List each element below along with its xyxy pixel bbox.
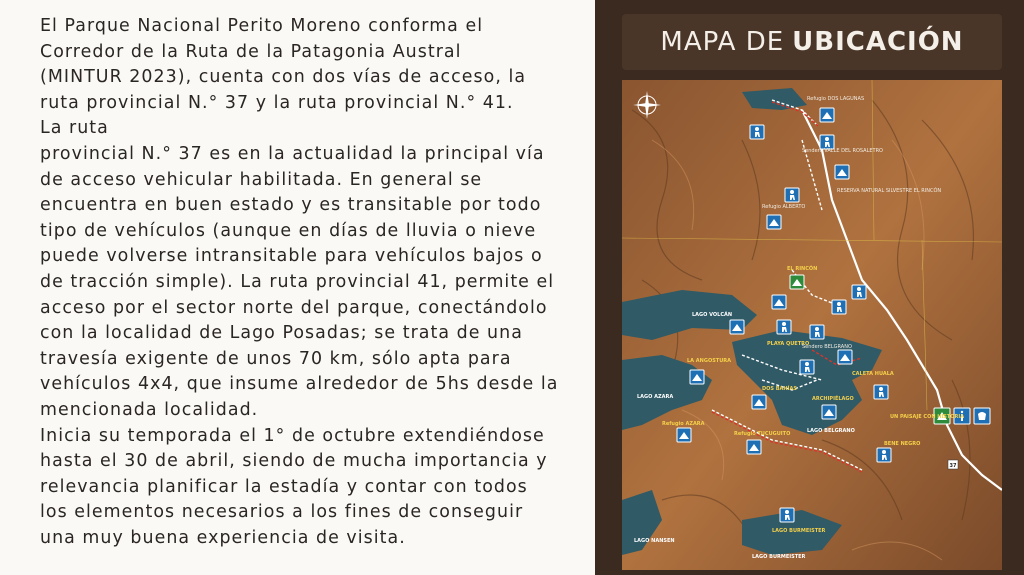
text-line: Corredor de la Ruta de la Patagonia Austral [40, 41, 462, 62]
text-line: vehículos 4x4, que insume alrededor de 5hs desde la [40, 374, 559, 395]
hiker-icon [874, 385, 888, 399]
map-title-light: MAPA DE [660, 27, 785, 57]
text-line: con la localidad de Lago Posadas; se trata de una [40, 323, 523, 344]
hiker-icon [832, 300, 846, 314]
text-line: acceso por el sector norte del parque, conectándolo [40, 297, 548, 318]
label-reserva: RESERVA NATURAL SILVESTRE EL RINCÓN [837, 188, 942, 194]
hiker-icon [750, 125, 764, 139]
label-playa-quetro: PLAYA QUETRO [767, 341, 810, 347]
map-title-bold: UBICACIÓN [792, 27, 964, 57]
label-archipielago: ARCHIPIÉLAGO [812, 396, 854, 402]
hiker-icon [785, 188, 799, 202]
label-lago-belgrano: LAGO BELGRANO [807, 428, 855, 434]
text-line: El Parque Nacional Perito Moreno conforma el [40, 16, 484, 36]
refugio-icon [747, 440, 761, 454]
hiker-icon [852, 285, 866, 299]
location-map [622, 80, 1002, 570]
campsite-icon [790, 275, 804, 289]
text-line: ruta provincial N.° 37 y la ruta provincial N.° 41. [40, 92, 514, 113]
text-line: (MINTUR 2023), cuenta con dos vías de acceso, la [40, 67, 527, 88]
text-line: encuentra en buen estado y es transitable por todo [40, 195, 542, 216]
label-el-rincon: EL RINCÓN [787, 266, 818, 272]
text-line: los elementos necesarios a los fines de conseguir [40, 502, 524, 523]
hiker-icon [777, 320, 791, 334]
label-un-paisaje: UN PAISAJE CON HISTORIA [890, 414, 965, 420]
label-lago-azara: LAGO AZARA [637, 394, 674, 400]
refugio-icon [822, 405, 836, 419]
label-la-angostura: LA ANGOSTURA [687, 358, 731, 364]
label-refugio-azara: Refugio AZARA [662, 421, 705, 427]
text-line: mencionada localidad. [40, 399, 259, 420]
text-line: de tracción simple). La ruta provincial 41, permite el [40, 271, 555, 292]
text-line: travesía exigente de unos 70 km, sólo apta para [40, 348, 512, 369]
label-dos-bahias: DOS BAHÍAS [762, 386, 797, 392]
label-bene-negro: BENE NEGRO [884, 441, 921, 447]
refugio-icon [838, 350, 852, 364]
label-lago-volcan: LAGO VOLCÁN [692, 312, 733, 318]
refugio-icon [677, 428, 691, 442]
label-refugio-alberto: Refugio ALBERTO [762, 204, 806, 210]
refugio-icon [767, 215, 781, 229]
text-line: Inicia su temporada el 1° de octubre extendiéndose [40, 425, 545, 446]
text-line: hasta el 30 de abril, siendo de mucha importancia y [40, 451, 548, 472]
label-refugio-tucuguito: Refugio TUCUGUITO [734, 431, 791, 437]
hiker-icon [820, 135, 834, 149]
label-sendero-valle: Sendero VALLE DEL ROSALETRO [802, 148, 883, 154]
location-map-panel [595, 0, 1024, 575]
refugio-icon [690, 370, 704, 384]
label-lago-nansen: LAGO NANSEN [634, 538, 675, 544]
description-text [40, 14, 570, 551]
map-graphic [622, 80, 1002, 570]
text-line: una muy buena experiencia de visita. [40, 527, 406, 548]
refugio-icon [820, 108, 834, 122]
map-title [622, 14, 1002, 70]
refugio-icon [752, 395, 766, 409]
label-sendero-belgrano: Sendero BELGRANO [802, 344, 852, 350]
refugio-icon [772, 295, 786, 309]
label-refugio-dos-lagunas: Refugio DOS LAGUNAS [807, 96, 865, 102]
refugio-icon [835, 165, 849, 179]
text-line: puede volverse intransitable para vehículos bajos o [40, 246, 543, 267]
refugio-icon [730, 320, 744, 334]
route-37-number: 37 [949, 463, 957, 469]
hiker-icon [810, 325, 824, 339]
text-line: de acceso vehicular habilitada. En general se [40, 169, 483, 190]
hiker-icon [780, 508, 794, 522]
text-line: relevancia planificar la estadía y contar con todos [40, 476, 528, 497]
text-line: provincial N.° 37 es en la actualidad la principal vía [40, 143, 545, 164]
text-line: tipo de vehículos (aunque en días de lluvia o nieve [40, 220, 537, 241]
label-sendero-burmeister: LAGO BURMEISTER [772, 528, 826, 534]
guard-icon [974, 408, 990, 424]
hiker-icon [877, 448, 891, 462]
text-line: La ruta [40, 118, 109, 139]
route-37-shield [948, 460, 958, 469]
label-lago-burmeister: LAGO BURMEISTER [752, 554, 806, 560]
hiker-icon [800, 360, 814, 374]
label-caleta-huala: CALETA HUALA [852, 371, 894, 377]
